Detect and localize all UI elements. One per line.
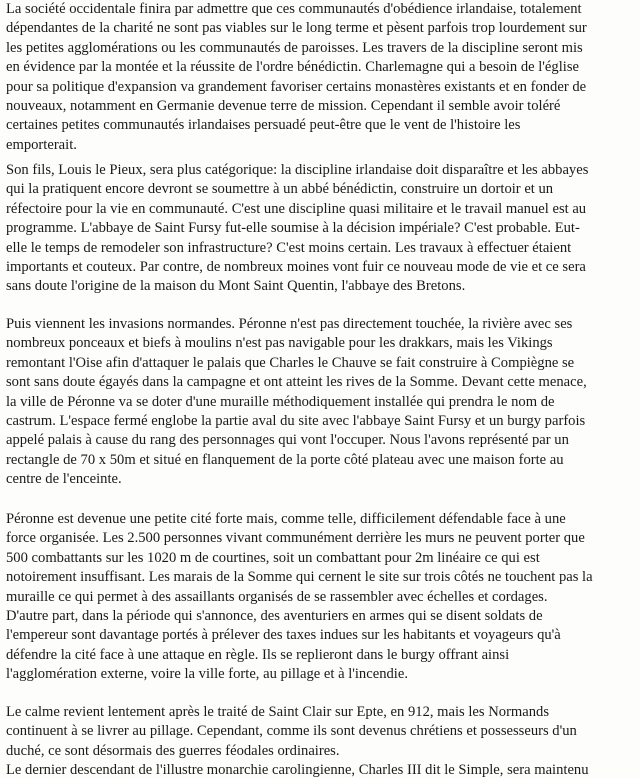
text-line: continuent à se livrer au pillage. Cependant, comme ils sont devenus chrétiens et possesseurs d'un [6, 723, 577, 740]
text-line: dépendantes de la charité ne sont pas viables sur le long terme et pèsent parfois trop lourdement sur [6, 20, 587, 37]
text-line: appelé palais à cause du rang des personnages qui vont l'occuper. Nous l'avons représenté par un [6, 432, 569, 449]
text-line: centre de l'enceinte. [6, 471, 122, 488]
text-line: 500 combattants sur les 1020 m de courtines, soit un combattant pour 2m linéaire ce qui est [6, 549, 540, 566]
paragraph-5 [6, 703, 632, 761]
text-line: en évidence par la montée et la réussite de l'ordre bénédictin. Charlemagne qui a besoin de l'église [6, 59, 579, 76]
text-line: réfectoire pour la vie en communauté. C'est une discipline quasi militaire et le travail manuel est au [6, 200, 587, 217]
text-line: l'agglomération externe, voire la ville forte, au pillage et à l'incendie. [6, 666, 408, 683]
text-line: elle le temps de remodeler son infrastructure? C'est moins certain. Les travaux à effectuer étaient [6, 239, 572, 256]
text-line: pour sa politique d'expansion va grandement favoriser certains monastères existants et en fonder de [6, 78, 587, 95]
text-line: remontant l'Oise afin d'attaquer le palais que Charles le Chauve se fait construire à Compiègne se [6, 354, 575, 371]
text-line: l'empereur sont davantage portés à prélever des taxes indues sur les habitants et voyageurs qu'à [6, 627, 561, 644]
text-line: Puis viennent les invasions normandes. Péronne n'est pas directement touchée, la rivière avec ses [6, 316, 573, 332]
text-line: castrum. L'espace fermé englobe la partie aval du site avec l'abbaye Saint Fursy et un burgy parfois [6, 412, 586, 429]
text-line: certaines petites communautés irlandaises persuadé peut-être que le vent de l'histoire les [6, 117, 521, 134]
paragraph-6 [6, 761, 632, 778]
text-line: sans doute l'origine de la maison du Mont Saint Quentin, l'abbaye des Bretons. [6, 278, 466, 295]
text-line: défendre la cité face à une attaque en règle. Ils se replieront dans le burgy offrant ainsi [6, 646, 510, 663]
text-line: Le calme revient lentement après le traité de Saint Clair sur Epte, en 912, mais les Normands [6, 704, 550, 720]
paragraph-1 [6, 0, 632, 155]
text-line: la ville de Péronne va se doter d'une muraille méthodiquement installée qui prendra le nom de [6, 393, 555, 410]
text-line: La société occidentale finira par admettre que ces communautés d'obédience irlandaise, totalement [6, 1, 582, 17]
text-line: rectangle de 70 x 50m et situé en flanquement de la porte côté plateau avec une maison forte au [6, 451, 564, 468]
text-line: D'autre part, dans la période qui s'annonce, des aventuriers en armes qui se disent soldats de [6, 607, 543, 624]
text-line: qui la pratiquent encore devront se soumettre à un abbé bénédictin, construire un dortoir et un [6, 181, 554, 198]
text-line: muraille ce qui permet à des assaillants organisés de se rassembler avec échelles et cordages. [6, 588, 548, 605]
text-line: importants et couteux. Par contre, de nombreux moines vont fuir ce nouveau mode de vie et ce sera [6, 258, 586, 275]
text-line: Péronne est devenue une petite cité forte mais, comme telle, difficilement défendable face à une [6, 511, 566, 527]
text-line: Son fils, Louis le Pieux, sera plus catégorique: la discipline irlandaise doit disparaître et les abbayes [6, 162, 589, 178]
text-line: notoirement insuffisant. Les marais de la Somme qui cernent le site sur trois côtés ne touchent pas la [6, 569, 593, 586]
text-line: nouveaux, notamment en Germanie devenue terre de mission. Cependant il semble avoir toléré [6, 97, 561, 114]
text-line: duché, ce sont désormais des guerres féodales ordinaires. [6, 742, 340, 759]
text-line: les petites agglomérations ou les communautés de paroisses. Les travers de la discipline seront mis [6, 39, 583, 56]
text-line: emporterait. [6, 136, 77, 153]
paragraph-2 [6, 161, 632, 297]
text-line: nombreux ponceaux et biefs à moulins n'est pas navigable pour les drakkars, mais les Vikings [6, 335, 553, 352]
text-line: sont sans doute égayés dans la campagne et ont atteint les rives de la Somme. Devant cette menace, [6, 374, 587, 391]
text-line: programme. L'abbaye de Saint Fursy fut-elle soumise à la décision impériale? C'est probable. Eut- [6, 220, 580, 237]
text-line: Le dernier descendant de l'illustre monarchie carolingienne, Charles III dit le Simple, sera maintenu [6, 762, 589, 778]
text-line: force organisée. Les 2.500 personnes vivant communément derrière les murs ne peuvent porter que [6, 530, 585, 547]
paragraph-4 [6, 510, 632, 685]
paragraph-3 [6, 315, 632, 490]
